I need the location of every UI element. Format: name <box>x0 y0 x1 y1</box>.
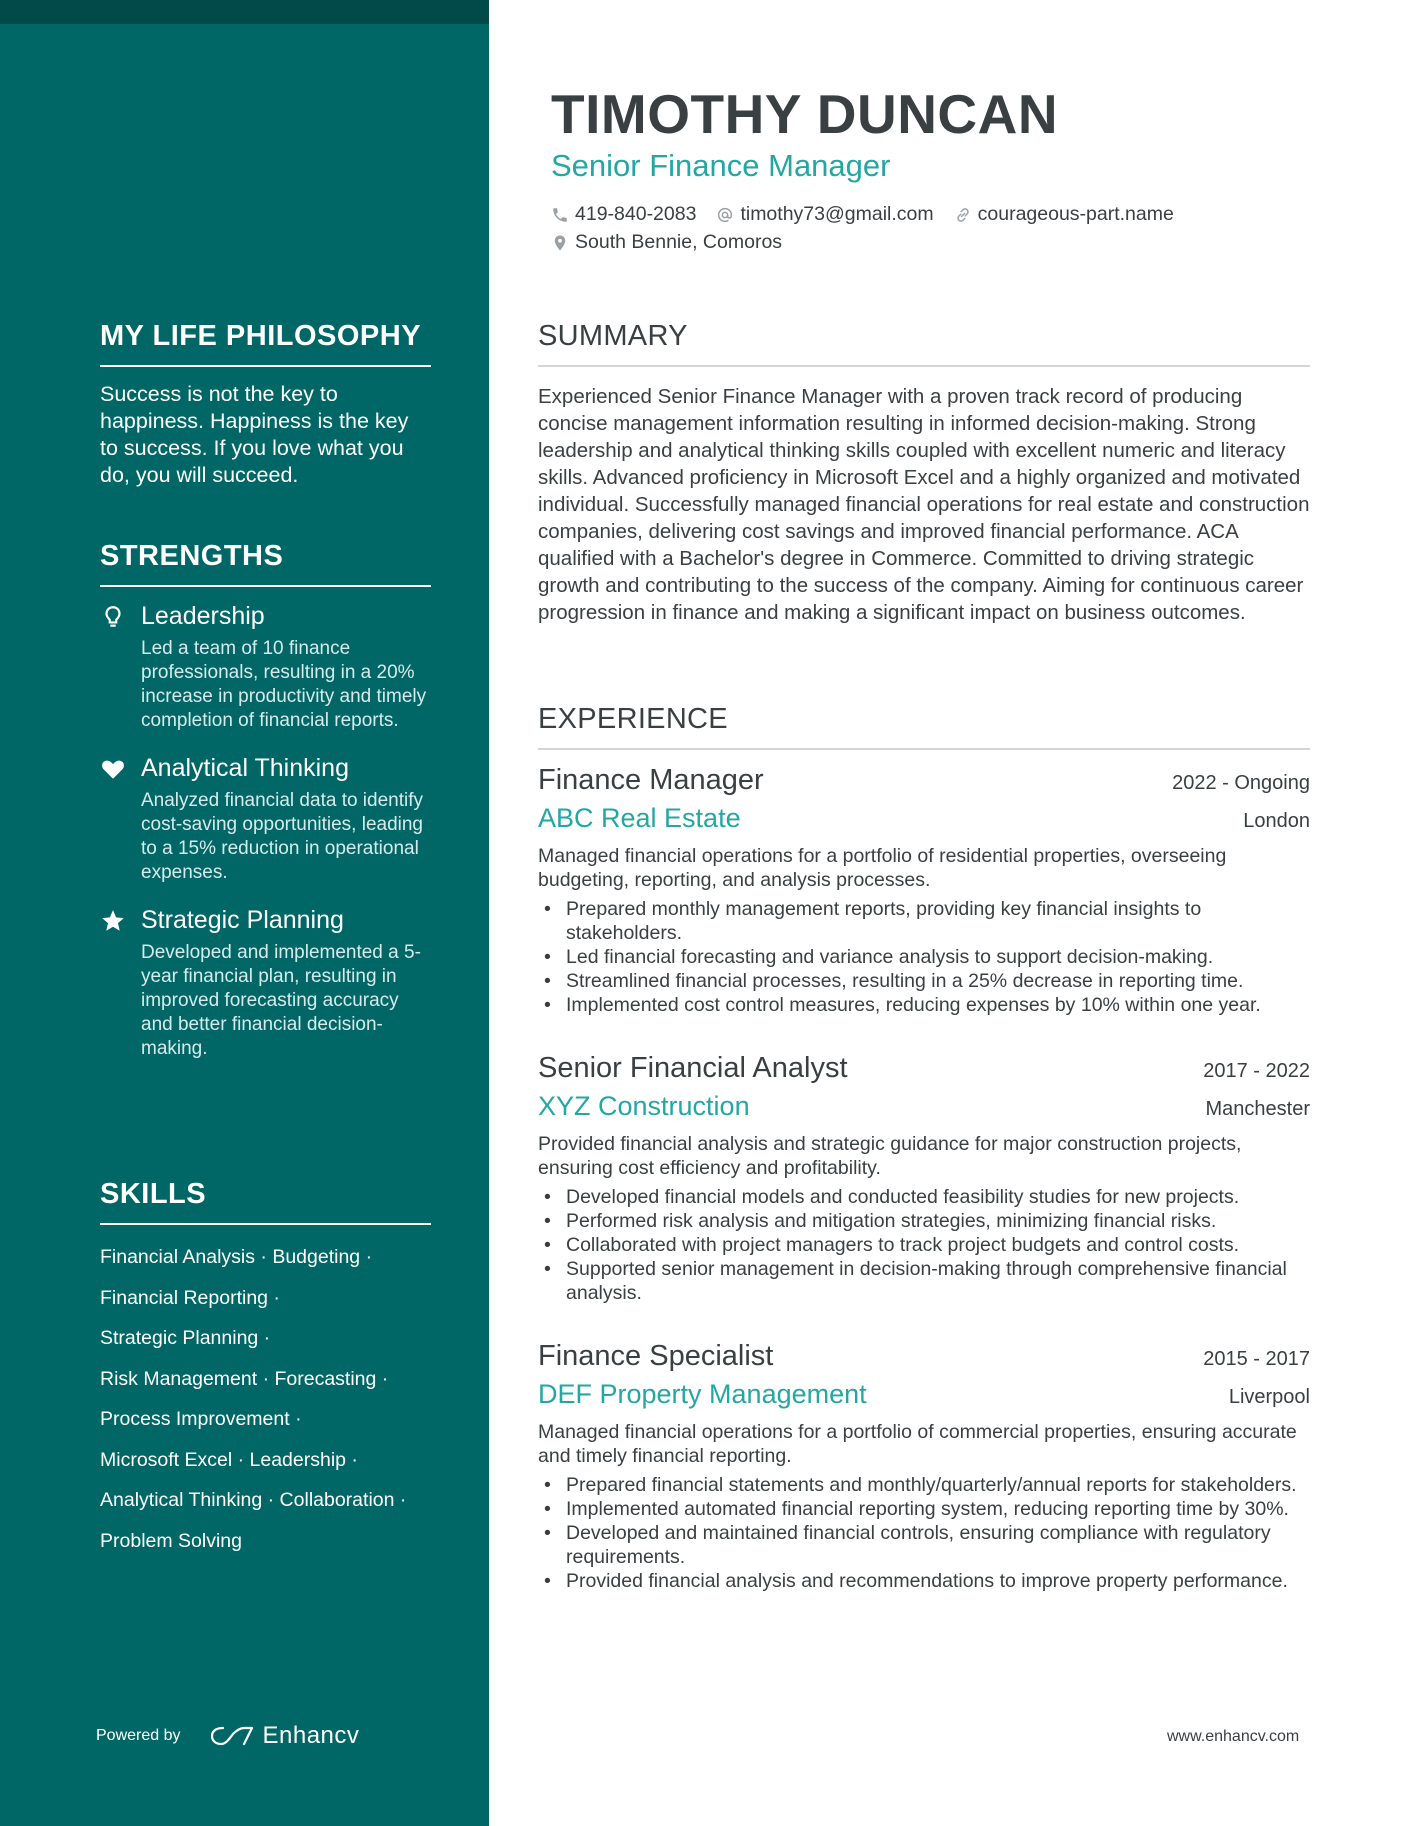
enhancv-logo-icon <box>209 1723 255 1749</box>
job-entry <box>538 764 1310 1017</box>
job-bullet: • Developed and maintained financial controls, ensuring compliance with regulatory requirements. <box>538 1521 1310 1569</box>
job-description: Provided financial analysis and strategic guidance for major construction projects, ensuring cost efficiency and profitability. <box>538 1133 1242 1179</box>
job-bullet: • Implemented cost control measures, reducing expenses by 10% within one year. <box>538 993 1310 1017</box>
skills-heading: SKILLS <box>100 1178 431 1225</box>
enhancv-website-link[interactable]: www.enhancv.com <box>1167 1728 1300 1745</box>
job-description: Managed financial operations for a portfolio of commercial properties, ensuring accurate and timely financial reporting. <box>538 1421 1297 1467</box>
enhancv-logo-link[interactable] <box>209 1722 360 1750</box>
job-title: Finance Specialist <box>538 1340 774 1372</box>
powered-by-label: Powered by <box>96 1727 181 1744</box>
link-icon <box>954 206 972 224</box>
skill-line: Problem Solving <box>100 1529 242 1552</box>
phone-text: 419-840-2083 <box>575 203 697 225</box>
strength-title: Analytical Thinking <box>141 754 349 782</box>
strengths-section <box>100 540 431 1061</box>
job-bullet: • Streamlined financial processes, resulting in a 25% decrease in reporting time. <box>538 969 1310 993</box>
skill-line: Analytical Thinking · Collaboration · <box>100 1489 407 1511</box>
philosophy-section <box>100 320 431 489</box>
candidate-name: TIMOTHY DUNCAN <box>551 83 1059 145</box>
lightbulb-icon <box>100 604 126 630</box>
contact-row <box>551 231 802 254</box>
job-entry <box>538 1340 1310 1593</box>
strength-description: Analyzed financial data to identify cost-saving opportunities, leading to a 15% reduction in operational expenses. <box>141 790 424 883</box>
strength-item <box>100 753 431 885</box>
job-bullet: • Supported senior management in decision-making through comprehensive financial analysis. <box>538 1257 1310 1305</box>
sidebar <box>0 0 489 1826</box>
enhancv-logo-text: Enhancv <box>262 1722 360 1749</box>
email-contact[interactable] <box>716 203 933 226</box>
job-entry <box>538 1052 1310 1305</box>
sidebar-top-bar <box>0 0 489 24</box>
website-contact[interactable] <box>954 203 1174 226</box>
job-bullet: • Provided financial analysis and recommendations to improve property performance. <box>538 1569 1310 1593</box>
phone-contact[interactable] <box>551 203 696 226</box>
candidate-title: Senior Finance Manager <box>551 148 891 183</box>
job-company: DEF Property Management <box>538 1379 867 1409</box>
job-bullet: • Collaborated with project managers to track project budgets and control costs. <box>538 1233 1310 1257</box>
job-title: Senior Financial Analyst <box>538 1052 848 1084</box>
job-bullet: • Led financial forecasting and variance analysis to support decision-making. <box>538 945 1310 969</box>
summary-text: Experienced Senior Finance Manager with a proven track record of producing concise management information resulting in informed decision-making. Strong leadership and analytical thinking skills coupled with excellent numeric and literacy skills. Advanced proficiency in Microsoft Excel and a highly organized and motivated individual. Successfully managed financial operations for real estate and construction companies, delivering cost savings and improved financial performance. ACA qualified with a Bachelor's degree in Commerce. Committed to driving strategic growth and contributing to the success of the company. Aiming for continuous career progression in finance and making a significant impact on business outcomes. <box>538 385 1310 624</box>
job-bullet: • Performed risk analysis and mitigation strategies, minimizing financial risks. <box>538 1209 1310 1233</box>
philosophy-heading: MY LIFE PHILOSOPHY <box>100 320 431 367</box>
skill-line: Financial Reporting · <box>100 1286 280 1309</box>
strength-title: Leadership <box>141 602 265 630</box>
job-company: XYZ Construction <box>538 1091 750 1121</box>
heart-icon <box>100 756 126 782</box>
experience-heading: EXPERIENCE <box>538 703 1310 750</box>
email-text: timothy73@gmail.com <box>740 203 934 225</box>
star-icon <box>100 908 126 934</box>
job-bullets <box>538 1185 1310 1305</box>
skill-line: Strategic Planning · <box>100 1327 271 1349</box>
job-bullet: • Implemented automated financial reporting system, reducing reporting time by 30%. <box>538 1497 1310 1521</box>
strength-description: Developed and implemented a 5-year financial plan, resulting in improved forecasting accuracy and better financial decision-making. <box>141 942 421 1059</box>
skill-line: Process Improvement · <box>100 1408 302 1430</box>
job-location: Liverpool <box>1228 1386 1310 1408</box>
skill-line: Financial Analysis · Budgeting · <box>100 1246 373 1268</box>
job-company: ABC Real Estate <box>538 803 741 833</box>
skill-line: Microsoft Excel · Leadership · <box>100 1448 358 1471</box>
strength-description: Led a team of 10 finance professionals, resulting in a 20% increase in productivity and timely completion of financial reports. <box>141 638 427 731</box>
job-bullet: • Developed financial models and conducted feasibility studies for new projects. <box>538 1185 1310 1209</box>
skill-line: Risk Management · Forecasting · <box>100 1367 389 1390</box>
strength-item <box>100 601 431 733</box>
skills-list <box>100 1237 431 1561</box>
contact-row <box>551 203 1194 226</box>
at-icon <box>716 206 734 224</box>
location-text: South Bennie, Comoros <box>575 231 783 253</box>
job-bullets <box>538 1473 1310 1593</box>
location-contact <box>551 231 782 254</box>
summary-heading: SUMMARY <box>538 320 1310 367</box>
strength-item <box>100 905 431 1061</box>
strength-title: Strategic Planning <box>141 906 344 934</box>
job-dates: 2022 - Ongoing <box>1172 772 1310 794</box>
skills-section <box>100 1178 431 1561</box>
strengths-heading: STRENGTHS <box>100 540 431 587</box>
job-description: Managed financial operations for a portfolio of residential properties, overseeing budgeting, reporting, and analysis processes. <box>538 845 1227 891</box>
job-title: Finance Manager <box>538 764 764 796</box>
job-location: Manchester <box>1205 1098 1310 1120</box>
job-bullet: • Prepared financial statements and monthly/quarterly/annual reports for stakeholders. <box>538 1473 1310 1497</box>
powered-by <box>96 1722 359 1750</box>
job-dates: 2017 - 2022 <box>1203 1060 1310 1082</box>
job-dates: 2015 - 2017 <box>1203 1348 1310 1370</box>
job-bullets <box>538 897 1310 1017</box>
location-pin-icon <box>551 234 569 252</box>
website-text: courageous-part.name <box>977 203 1174 225</box>
job-location: London <box>1243 810 1310 832</box>
phone-icon <box>551 206 569 224</box>
job-bullet: • Prepared monthly management reports, providing key financial insights to stakeholders. <box>538 897 1310 945</box>
philosophy-text: Success is not the key to happiness. Happiness is the key to success. If you love what you do, you will succeed. <box>100 382 409 487</box>
